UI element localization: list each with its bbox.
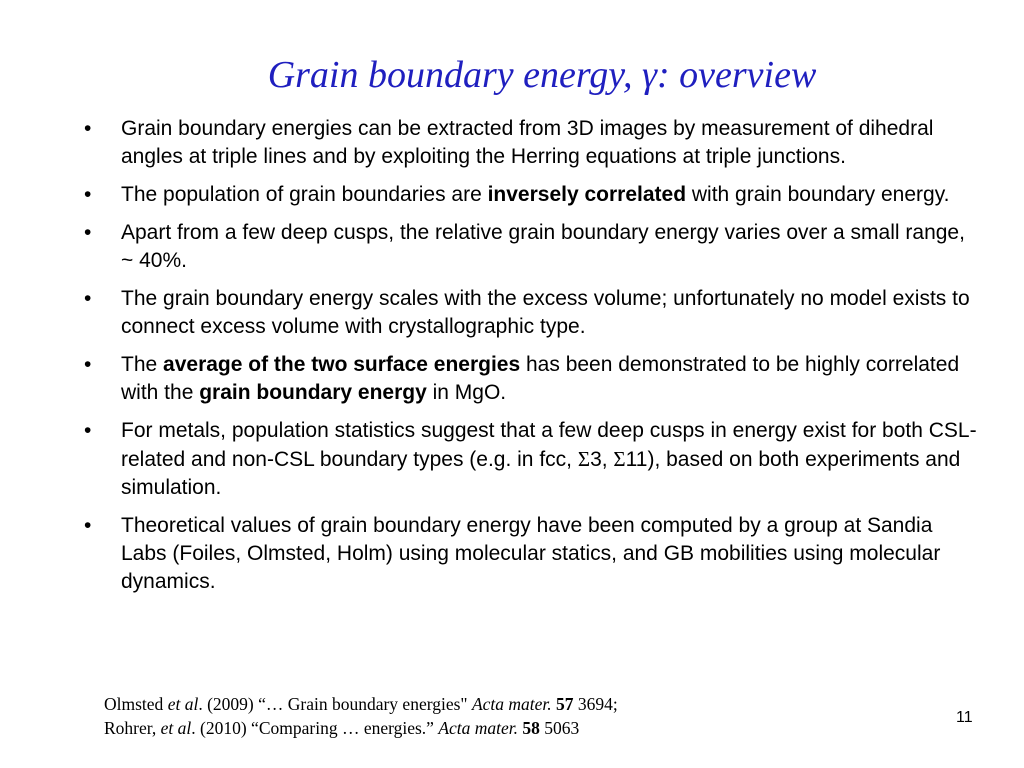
ref-text: . (2009) “… Grain boundary energies" [198, 694, 472, 714]
bullet-text: Apart from a few deep cusps, the relative grain boundary energy varies over a small range, ~ 40%. [121, 221, 965, 272]
bullet-text: The grain boundary energy scales with the excess volume; unfortunately no model exists to connect excess volume with crystallographic type. [121, 287, 970, 338]
bullet-item [80, 417, 980, 502]
bullet-emphasis: inversely correlated [487, 183, 687, 206]
page-number: 11 [956, 709, 973, 726]
references [104, 692, 864, 740]
bullet-marker: • [84, 419, 92, 442]
ref-etal: et al [167, 694, 199, 714]
ref-etal: et al [160, 718, 192, 738]
ref-pages: 5063 [539, 718, 580, 738]
bullet-text: For metals, population statistics suggest that a few deep cusps in energy exist for both CSL-related and non-CSL boundary types (e.g. in fcc, [121, 419, 977, 471]
bullet-marker: • [84, 221, 92, 244]
ref-journal: Acta mater. [438, 718, 519, 738]
ref-volume: 57 [556, 694, 574, 714]
reference-line [104, 692, 864, 716]
bullet-text: 3, [590, 448, 614, 471]
title-suffix: : overview [657, 54, 817, 96]
bullet-marker: • [84, 353, 92, 376]
bullet-text: has been demonstrated to be highly correlated with the [121, 353, 960, 404]
sigma-symbol: Σ [577, 447, 591, 471]
bullet-item [80, 351, 980, 407]
bullet-emphasis: grain boundary energy [199, 381, 427, 404]
ref-volume: 58 [522, 718, 540, 738]
bullet-item [80, 512, 980, 596]
gamma-symbol: γ [642, 54, 657, 96]
bullet-emphasis: average of the two surface energies [163, 353, 521, 376]
bullet-list [80, 115, 980, 606]
bullet-text: 11), based on both experiments and simulation. [121, 448, 961, 499]
slide-title [0, 50, 1024, 100]
bullet-item [80, 181, 980, 209]
bullet-text: Grain boundary energies can be extracted from 3D images by measurement of dihedral angles at triple lines and by exploiting the Herring equations at triple junctions. [121, 117, 934, 168]
ref-pages: 3694; [573, 694, 618, 714]
ref-author: Rohrer, [104, 718, 161, 738]
ref-journal: Acta mater. [471, 694, 552, 714]
bullet-item [80, 115, 980, 171]
bullet-item [80, 219, 980, 275]
bullet-item [80, 285, 980, 341]
title-prefix: Grain boundary energy, [267, 54, 643, 96]
sigma-symbol: Σ [613, 447, 626, 471]
bullet-text: The population of grain boundaries are [121, 183, 488, 206]
bullet-marker: • [84, 514, 92, 537]
bullet-marker: • [84, 287, 92, 310]
bullet-marker: • [84, 117, 92, 140]
bullet-text: The [121, 353, 164, 376]
ref-author: Olmsted [104, 694, 168, 714]
bullet-marker: • [84, 183, 92, 206]
reference-line [104, 716, 864, 740]
bullet-text: with grain boundary energy. [686, 183, 950, 206]
bullet-text: in MgO. [426, 381, 507, 404]
ref-text: . (2010) “Comparing … energies.” [191, 718, 439, 738]
bullet-text: Theoretical values of grain boundary energy have been computed by a group at Sandia Labs (Foiles, Olmsted, Holm) using molecular statics, and GB mobilities using molecular dynamics. [121, 514, 941, 593]
